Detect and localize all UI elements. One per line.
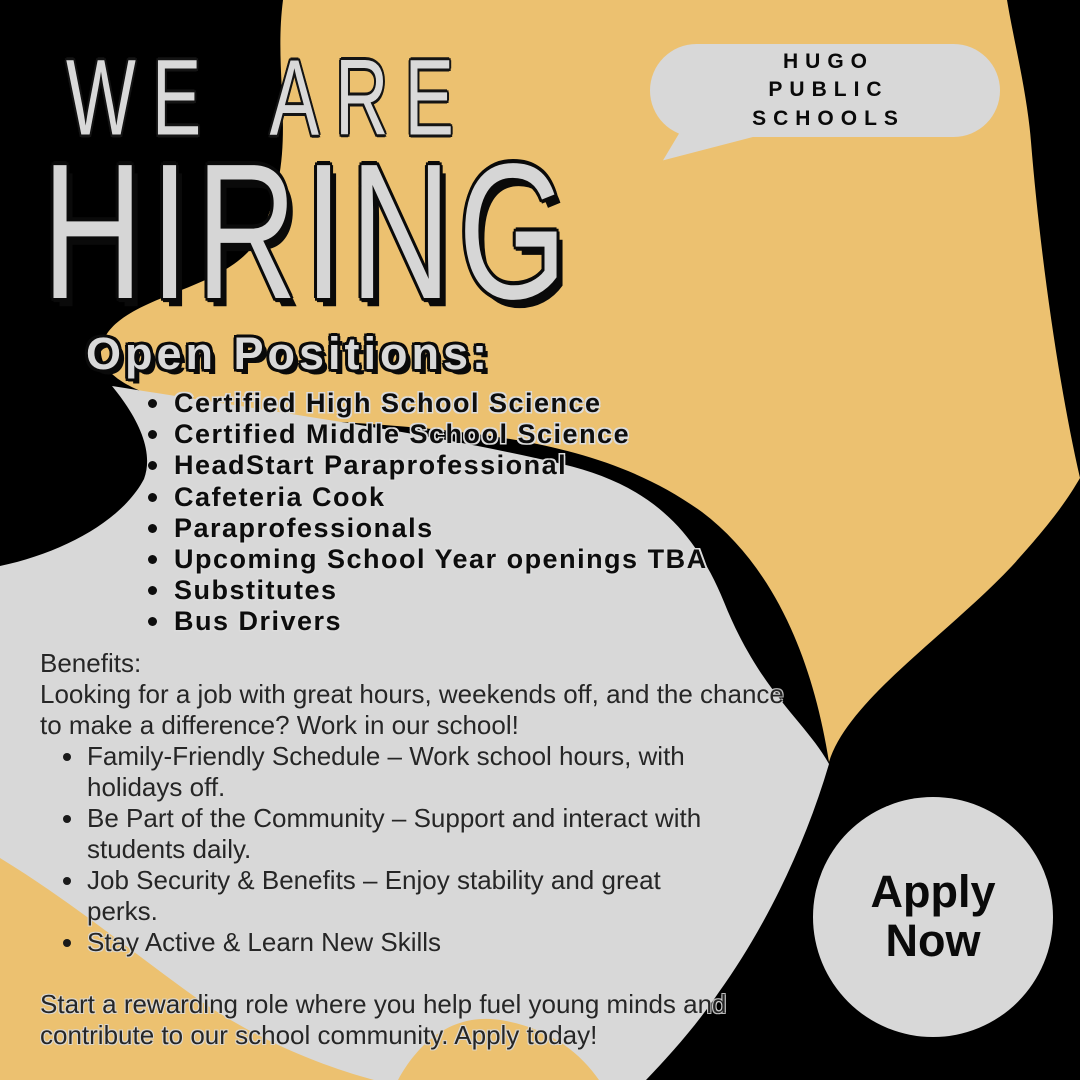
benefits-heading: Benefits: — [40, 648, 142, 678]
bullet-dot — [148, 586, 157, 595]
position-item-label: Bus Drivers — [174, 606, 343, 637]
bullet-dot — [148, 461, 157, 470]
bullet-dot — [148, 493, 157, 502]
org-name-line: HUGO — [783, 49, 874, 73]
bullet-dot — [148, 399, 157, 408]
position-item-label: Certified Middle School Science — [174, 419, 631, 450]
position-item — [148, 482, 708, 513]
apply-now-label-line1: Apply — [870, 866, 996, 918]
headline-we-are: WE ARE — [66, 37, 470, 158]
benefit-item — [40, 741, 810, 803]
bullet-dot — [148, 617, 157, 626]
benefits-intro: Looking for a job with great hours, weekends off, and the chance to make a difference? Work in our school! — [40, 679, 784, 740]
bullet-dot — [63, 939, 71, 947]
benefit-item-text: Family-Friendly Schedule – Work school hours, with holidays off. — [87, 741, 685, 802]
headline-hiring: HIRING — [42, 122, 574, 340]
position-item — [148, 606, 708, 637]
position-item-label: Upcoming School Year openings TBA — [174, 544, 708, 575]
org-speech-bubble — [650, 44, 1000, 137]
apply-now-button[interactable] — [813, 797, 1053, 1037]
bullet-dot — [63, 877, 71, 885]
position-item — [148, 419, 708, 450]
position-item-label: HeadStart Paraprofessional — [174, 450, 568, 481]
position-item — [148, 575, 708, 606]
bullet-dot — [63, 753, 71, 761]
position-item-label: Certified High School Science — [174, 388, 602, 419]
benefit-item — [40, 803, 810, 865]
apply-now-label-line2: Now — [885, 915, 981, 966]
benefit-item-text: Stay Active & Learn New Skills — [87, 927, 442, 957]
positions-list — [148, 388, 708, 638]
org-name-line: PUBLIC — [768, 78, 889, 102]
position-item-label: Cafeteria Cook — [174, 481, 386, 512]
bullet-dot — [63, 815, 71, 823]
position-item-label: Substitutes — [174, 575, 338, 606]
bullet-dot — [148, 555, 157, 564]
position-item-label: Paraprofessionals — [174, 512, 434, 543]
closing-text: Start a rewarding role where you help fuel young minds and contribute to our school community. Apply today! — [40, 989, 727, 1050]
benefit-item-text: Job Security & Benefits – Enjoy stability and great perks. — [87, 865, 661, 926]
bullet-dot — [148, 430, 157, 439]
benefit-item — [40, 865, 810, 927]
position-item — [148, 388, 708, 419]
positions-heading: Open Positions: — [86, 328, 492, 379]
benefits-section — [40, 648, 810, 1051]
org-name-line: SCHOOLS — [752, 106, 905, 130]
benefit-item-text: Be Part of the Community – Support and interact with students daily. — [87, 803, 702, 864]
benefits-list — [40, 741, 810, 958]
position-item — [148, 544, 708, 575]
benefit-item — [40, 927, 810, 958]
position-item — [148, 513, 708, 544]
position-item — [148, 450, 708, 481]
bullet-dot — [148, 524, 157, 533]
